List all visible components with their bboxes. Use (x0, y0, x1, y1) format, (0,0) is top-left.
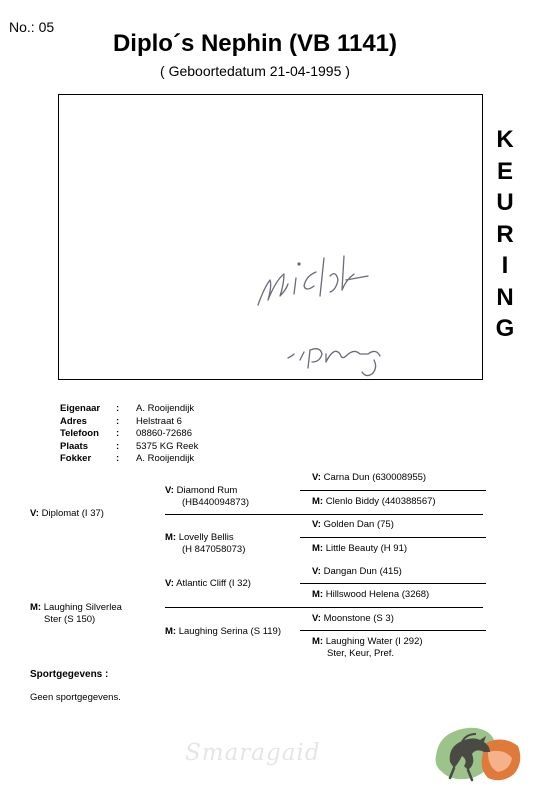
owner-row-telefoon: Telefoon : 08860-72686 (60, 428, 192, 439)
pedigree-g3-item (312, 472, 426, 484)
owner-label: Adres (60, 415, 87, 427)
owner-value: 5375 KG Reek (136, 440, 199, 452)
pedigree-prefix: V: (165, 578, 174, 589)
pedigree-name: Laughing Silverlea (43, 602, 122, 613)
horse-logo-icon (432, 722, 524, 786)
pedigree-g3-item (312, 566, 402, 578)
pedigree-name: Hillswood Helena (3268) (325, 589, 430, 600)
pedigree-prefix: M: (165, 626, 177, 637)
pedigree-name: Atlantic Cliff (I 32) (176, 578, 251, 589)
owner-value: 08860-72686 (136, 428, 192, 439)
pedigree-divider (300, 583, 486, 584)
pedigree-divider (300, 537, 486, 538)
pedigree-name: Laughing Serina (S 119) (178, 626, 282, 637)
owner-row-plaats: Plaats : 5375 KG Reek (60, 440, 199, 452)
pedigree-prefix: V: (312, 566, 321, 577)
pedigree-name: Golden Dan (75) (323, 519, 394, 530)
pedigree-prefix: V: (30, 508, 39, 519)
owner-label: Eigenaar (60, 403, 101, 414)
owner-value: A. Rooijendijk (136, 403, 195, 414)
pedigree-name-line2: (H 847058073) (182, 544, 246, 555)
owner-value: Helstraat 6 (136, 415, 182, 427)
keuring-vertical-title (493, 124, 517, 345)
pedigree-name: Dangan Dun (415) (323, 566, 402, 577)
pedigree-dam-sire (165, 578, 251, 590)
pedigree-prefix: M: (312, 496, 324, 507)
keuring-letter: R (496, 220, 514, 248)
catalog-number: No.: 05 (9, 19, 55, 35)
pedigree-sire-dam (165, 532, 245, 556)
sport-text: Geen sportgegevens. (30, 692, 121, 703)
owner-row-eigenaar: Eigenaar : A. Rooijendijk (60, 403, 195, 414)
horse-name-title: Diplo´s Nephin (VB 1141) (112, 30, 398, 57)
pedigree-name: Lovelly Bellis (178, 532, 234, 543)
birthdate: ( Geboortedatum 21-04-1995 ) (160, 63, 350, 79)
keuring-letter: I (501, 252, 509, 279)
pedigree-sire (30, 508, 104, 520)
pedigree-divider (165, 607, 483, 608)
pedigree-name: Diamond Rum (176, 485, 238, 496)
pedigree-g3-item (312, 636, 423, 660)
pedigree-name-line2: Ster, Keur, Pref. (327, 648, 395, 659)
pedigree-name-line2: Ster (S 150) (44, 614, 96, 625)
pedigree-name: Little Beauty (H 91) (325, 543, 408, 554)
pedigree-g3-item (312, 519, 394, 531)
pedigree-divider (300, 490, 486, 491)
pedigree-name: Clenlo Biddy (440388567) (325, 496, 436, 507)
pedigree-dam-dam (165, 626, 281, 638)
sport-heading: Sportgegevens : (30, 669, 109, 680)
keuring-letter: E (496, 157, 513, 185)
pedigree-prefix: V: (312, 519, 321, 530)
pedigree-prefix: V: (312, 613, 321, 624)
pedigree-name: Laughing Water (I 292) (325, 636, 423, 647)
pedigree-prefix: M: (312, 543, 324, 554)
keuring-letter: K (496, 126, 514, 153)
pedigree-name: Carna Dun (630008955) (323, 472, 427, 483)
owner-info (60, 403, 198, 466)
pedigree-divider (165, 514, 483, 515)
owner-row-adres: Adres : Helstraat 6 (60, 415, 182, 427)
pedigree-prefix: M: (312, 589, 324, 600)
owner-row-fokker: Fokker : A. Rooijendijk (60, 453, 195, 464)
owner-label: Telefoon (60, 428, 99, 439)
keuring-letter: U (496, 189, 514, 216)
keuring-letter: G (495, 315, 515, 342)
pedigree-dam (30, 602, 122, 626)
pedigree-name: Diplomat (I 37) (41, 508, 104, 519)
keuring-letter: N (496, 283, 514, 311)
pedigree-g3-item (312, 543, 407, 555)
pedigree-prefix: V: (165, 485, 174, 496)
pedigree-prefix: M: (312, 636, 324, 647)
pedigree-g3-item (312, 496, 436, 508)
pedigree-sire-sire (165, 485, 249, 509)
owner-label: Plaats (60, 440, 88, 452)
owner-value: A. Rooijendijk (136, 453, 195, 464)
pedigree-prefix: M: (30, 602, 42, 613)
pedigree-name: Moonstone (S 3) (323, 613, 394, 624)
pedigree-name-line2: (HB440094873) (182, 497, 250, 508)
watermark: Smaragaid (185, 740, 321, 766)
pedigree-prefix: V: (312, 472, 321, 483)
pedigree-divider (300, 630, 486, 631)
owner-label: Fokker (60, 453, 92, 464)
pedigree-g3-item (312, 613, 394, 625)
handwritten-signature (250, 250, 410, 390)
pedigree-prefix: M: (165, 532, 177, 543)
pedigree-g3-item (312, 589, 429, 601)
